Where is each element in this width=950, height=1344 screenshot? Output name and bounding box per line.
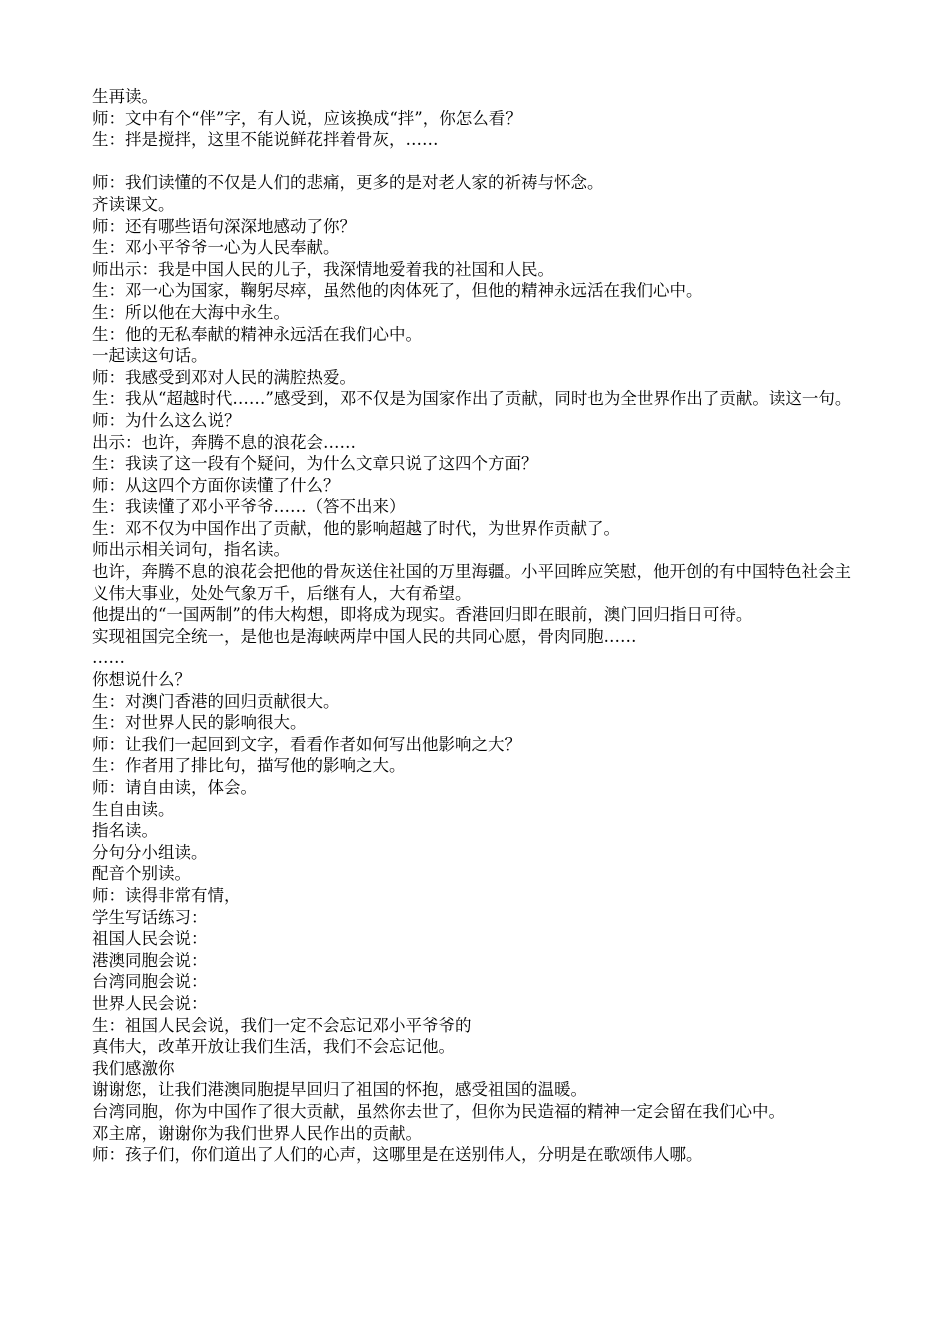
text-line: 师出示：我是中国人民的儿子，我深情地爱着我的社国和人民。 xyxy=(92,259,554,279)
text-line: 生：对澳门香港的回归贡献很大。 xyxy=(92,691,340,711)
text-line: 师：请自由读，体会。 xyxy=(92,778,257,797)
text-line: 师：我们读懂的不仅是人们的悲痛，更多的是对老人家的祈祷与怀念。 xyxy=(92,173,604,193)
text-line: 也许，奔腾不息的浪花会把他的骨灰送住社国的万里海疆。小平回眸应笑慰，他开创的有中国特色社会主义伟大事业，处处气象万千，后继有人，大有希望。 xyxy=(92,562,851,603)
text-line: 祖国人民会说： xyxy=(92,929,208,949)
text-line: 生：对世界人民的影响很大。 xyxy=(92,713,307,733)
text-line: 师：为什么这么说？ xyxy=(92,410,241,430)
text-line: 师：孩子们，你们道出了人们的心声，这哪里是在送别伟人，分明是在歌颂伟人哪。 xyxy=(92,1145,703,1165)
text-line: 出示：也许，奔腾不息的浪花会…… xyxy=(92,432,356,452)
text-line: 师：从这四个方面你读懂了什么？ xyxy=(92,475,340,495)
text-line: 邓主席，谢谢你为我们世界人民作出的贡献。 xyxy=(92,1123,422,1143)
text-line: 他提出的“一国两制”的伟大构想，即将成为现实。香港回归即在眼前，澳门回归指日可待。 xyxy=(92,605,753,625)
text-line: 生：作者用了排比句，描写他的影响之大。 xyxy=(92,756,406,776)
text-line: 配音个别读。 xyxy=(92,864,191,884)
text-line: 生：邓小平爷爷一心为人民奉献。 xyxy=(92,238,340,258)
text-line: 生：我读懂了邓小平爷爷……（答不出来） xyxy=(92,497,406,517)
text-line: 师：还有哪些语句深深地感动了你？ xyxy=(92,216,356,236)
text-line: 师出示相关词句，指名读。 xyxy=(92,540,290,560)
text-line: 齐读课文。 xyxy=(92,194,175,214)
text-line: 师：文中有个“伴”字，有人说，应该换成“拌”，你怎么看？ xyxy=(92,108,522,128)
text-line: 生：拌是搅拌，这里不能说鲜花拌着骨灰，…… xyxy=(92,130,439,150)
text-line: 指名读。 xyxy=(92,821,158,841)
text-line: 师：读得非常有情， xyxy=(92,885,241,905)
text-line: 生：邓不仅为中国作出了贡献，他的影响超越了时代，为世界作贡献了。 xyxy=(92,518,620,538)
document-body xyxy=(92,86,864,1166)
text-line: 一起读这句话。 xyxy=(92,346,208,366)
text-line: 分句分小组读。 xyxy=(92,842,208,862)
text-line: 师：我感受到邓对人民的满腔热爱。 xyxy=(92,367,356,387)
blank-line xyxy=(92,151,864,173)
text-line: 实现祖国完全统一，是他也是海峡两岸中国人民的共同心愿，骨肉同胞…… xyxy=(92,626,637,646)
text-line: 你想说什么？ xyxy=(92,670,191,690)
text-line: 生：他的无私奉献的精神永远活在我们心中。 xyxy=(92,324,422,344)
text-line: 世界人民会说： xyxy=(92,993,208,1013)
text-line: 谢谢您，让我们港澳同胞提早回归了祖国的怀抱，感受祖国的温暖。 xyxy=(92,1080,587,1100)
text-line: 我们感激你 xyxy=(92,1058,175,1078)
text-line: 学生写话练习： xyxy=(92,907,208,927)
text-line: 师：让我们一起回到文字，看看作者如何写出他影响之大？ xyxy=(92,734,521,754)
text-line: 生：邓一心为国家，鞠躬尽瘁，虽然他的肉体死了，但他的精神永远活在我们心中。 xyxy=(92,281,703,301)
text-line: …… xyxy=(92,648,125,668)
text-line: 台湾同胞会说： xyxy=(92,972,208,992)
text-line: 生再读。 xyxy=(92,87,158,106)
text-line: 真伟大，改革开放让我们生活，我们不会忘记他。 xyxy=(92,1037,455,1057)
text-line: 生：所以他在大海中永生。 xyxy=(92,302,290,322)
text-line: 台湾同胞，你为中国作了很大贡献，虽然你去世了，但你为民造福的精神一定会留在我们心中。 xyxy=(92,1101,785,1121)
text-line: 生：祖国人民会说，我们一定不会忘记邓小平爷爷的 xyxy=(92,1015,472,1035)
text-line: 生：我读了这一段有个疑问，为什么文章只说了这四个方面？ xyxy=(92,454,538,474)
text-line: 生自由读。 xyxy=(92,799,175,819)
text-line: 生：我从“超越时代……”感受到，邓不仅是为国家作出了贡献，同时也为全世界作出了贡献。读这一句。 xyxy=(92,389,852,409)
text-line: 港澳同胞会说： xyxy=(92,950,208,970)
